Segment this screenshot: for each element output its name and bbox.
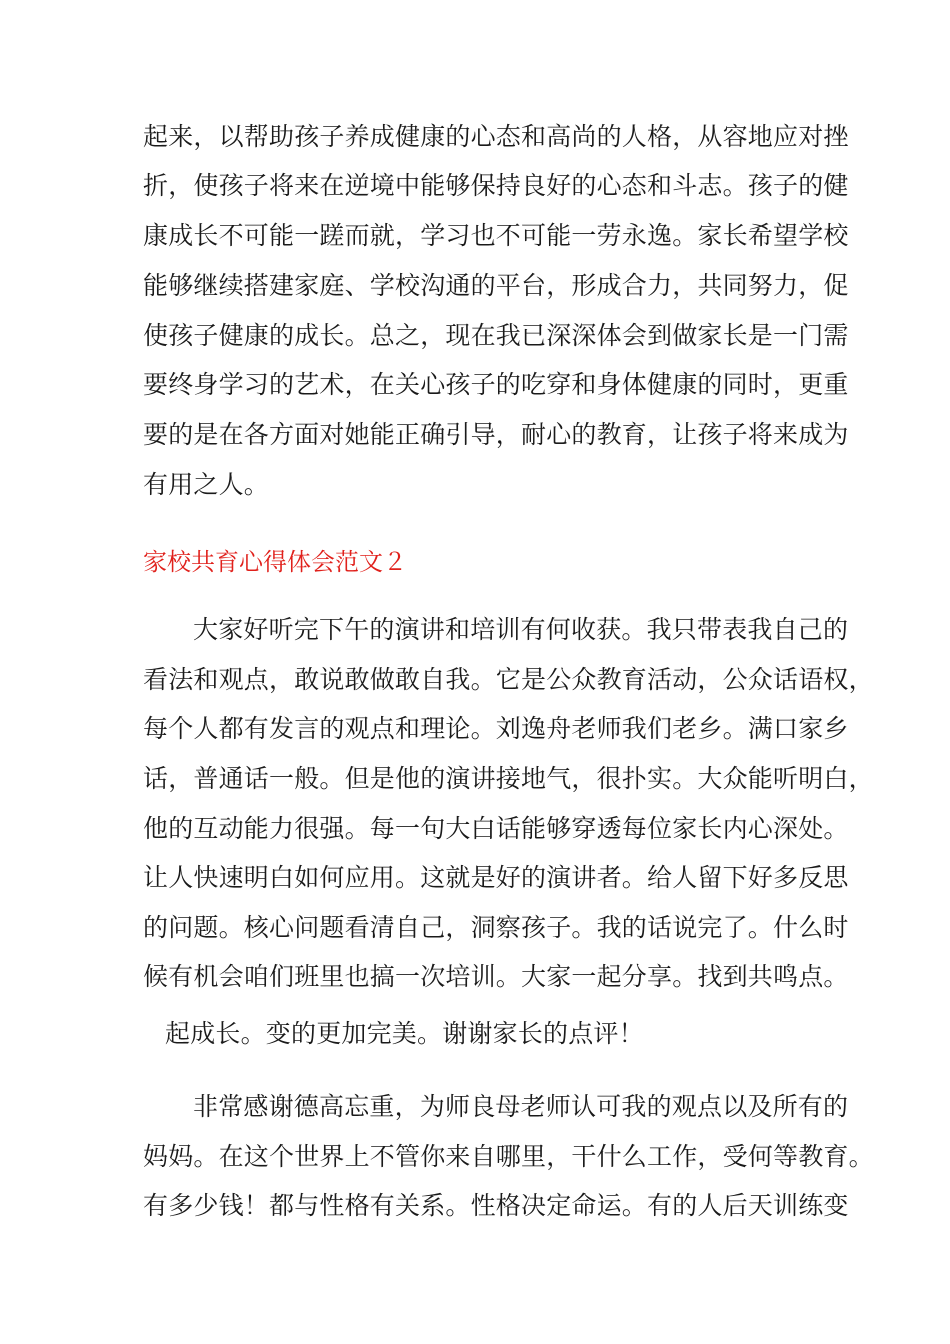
paragraph-line: 折，使孩子将来在逆境中能够保持良好的心态和斗志。孩子的健 [143,171,849,200]
paragraph-line: 话，普通话一般。但是他的演讲接地气，很扑实。大众能听明白， [143,764,874,793]
paragraph-line: 起来，以帮助孩子养成健康的心态和高尚的人格，从容地应对挫 [143,122,849,151]
paragraph-line: 有用之人。 [143,470,270,499]
paragraph-line: 能够继续搭建家庭、学校沟通的平台，形成合力，共同努力，促 [143,271,849,300]
section-heading: 家校共育心得体会范文２ [143,548,407,576]
paragraph-line: 他的互动能力很强。每一句大白话能够穿透每位家长内心深处。 [143,814,849,843]
paragraph-line: 妈妈。在这个世界上不管你来自哪里，干什么工作，受何等教育。 [143,1142,874,1171]
paragraph-line: 看法和观点，敢说敢做敢自我。它是公众教育活动，公众话语权， [143,665,874,694]
paragraph-line: 非常感谢德高忘重，为师良母老师认可我的观点以及所有的 [193,1092,849,1121]
paragraph-line: 候有机会咱们班里也搞一次培训。大家一起分享。找到共鸣点。 [143,962,849,991]
paragraph-line: 要的是在各方面对她能正确引导，耐心的教育，让孩子将来成为 [143,420,849,449]
paragraph-line: 康成长不可能一蹉而就，学习也不可能一劳永逸。家长希望学校 [143,221,849,250]
paragraph-line: 要终身学习的艺术，在关心孩子的吃穿和身体健康的同时，更重 [143,370,849,399]
paragraph-line: 有多少钱！都与性格有关系。性格决定命运。有的人后天训练变 [143,1191,849,1220]
paragraph-line: 起成长。变的更加完美。谢谢家长的点评！ [165,1019,644,1048]
paragraph-line: 使孩子健康的成长。总之，现在我已深深体会到做家长是一门需 [143,321,849,350]
paragraph-line: 大家好听完下午的演讲和培训有何收获。我只带表我自己的 [193,615,849,644]
paragraph-line: 让人快速明白如何应用。这就是好的演讲者。给人留下好多反思 [143,863,849,892]
paragraph-line: 每个人都有发言的观点和理论。刘逸舟老师我们老乡。满口家乡 [143,714,849,743]
paragraph-line: 的问题。核心问题看清自己，洞察孩子。我的话说完了。什么时 [143,913,849,942]
